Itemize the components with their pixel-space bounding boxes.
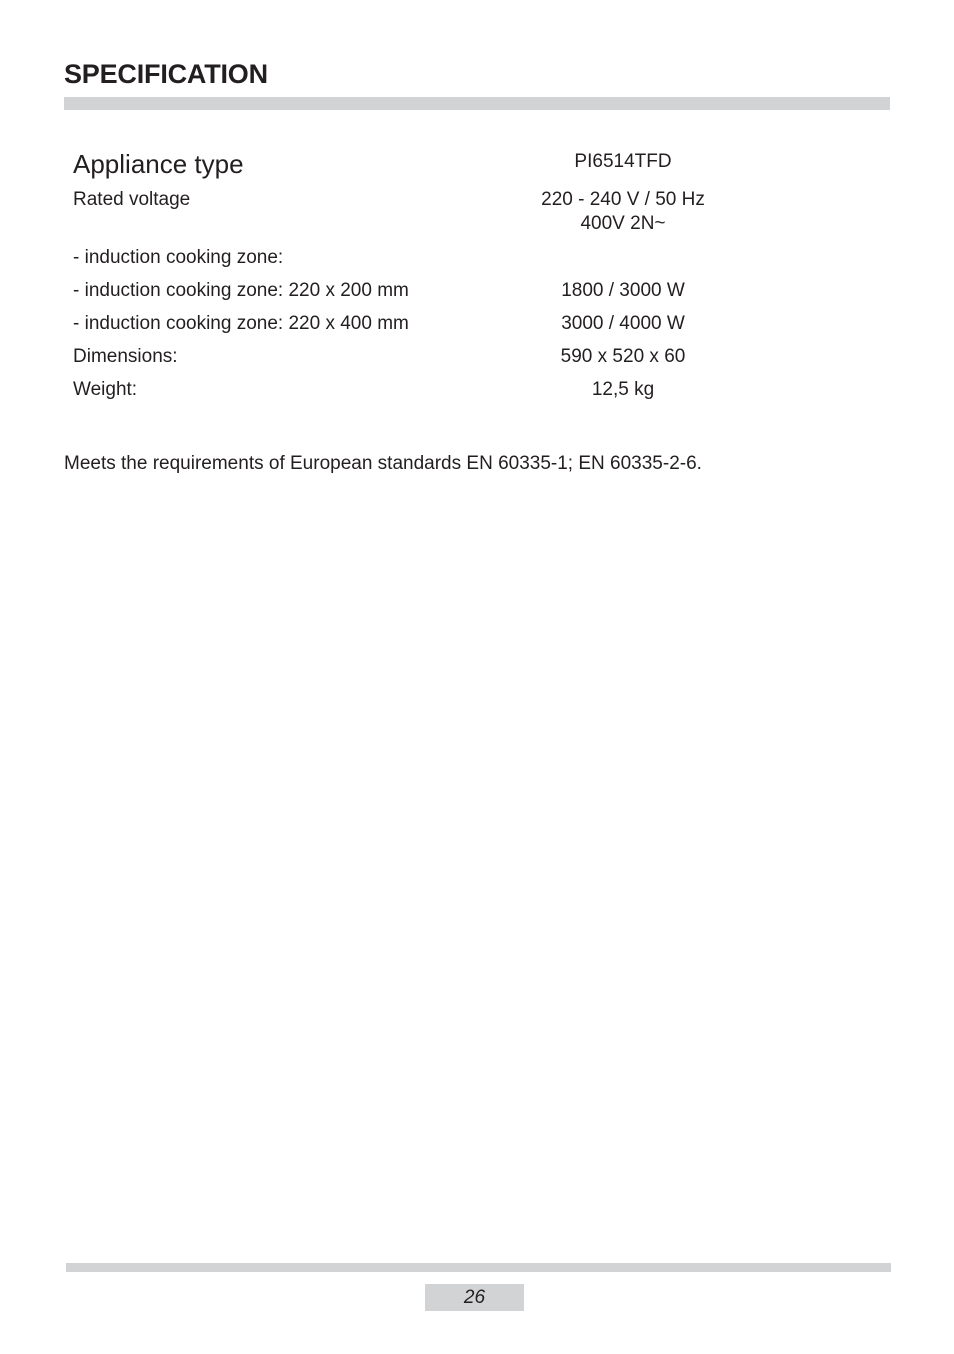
rated-voltage-value-2: 400V 2N~ [580,213,666,234]
rated-voltage-value-1: 220 - 240 V / 50 Hz [541,189,705,210]
weight-label: Weight: [73,379,138,400]
appliance-type-label: Appliance type [73,149,244,179]
dimensions-label: Dimensions: [73,346,178,367]
appliance-type-value: PI6514TFD [574,151,672,172]
footer-divider [66,1263,891,1272]
zone-400-value: 3000 / 4000 W [561,313,685,334]
zone-400-label: - induction cooking zone: 220 x 400 mm [73,313,409,334]
page-number: 26 [425,1284,524,1311]
zone-200-value: 1800 / 3000 W [561,280,685,301]
dimensions-value: 590 x 520 x 60 [560,346,686,367]
compliance-note: Meets the requirements of European standards EN 60335-1; EN 60335-2-6. [64,453,702,474]
page-title: SPECIFICATION [64,59,268,89]
weight-value: 12,5 kg [591,379,655,400]
zone-200-label: - induction cooking zone: 220 x 200 mm [73,280,409,301]
zone-label: - induction cooking zone: [73,247,284,268]
rated-voltage-label: Rated voltage [73,189,191,210]
header-divider [64,97,890,110]
